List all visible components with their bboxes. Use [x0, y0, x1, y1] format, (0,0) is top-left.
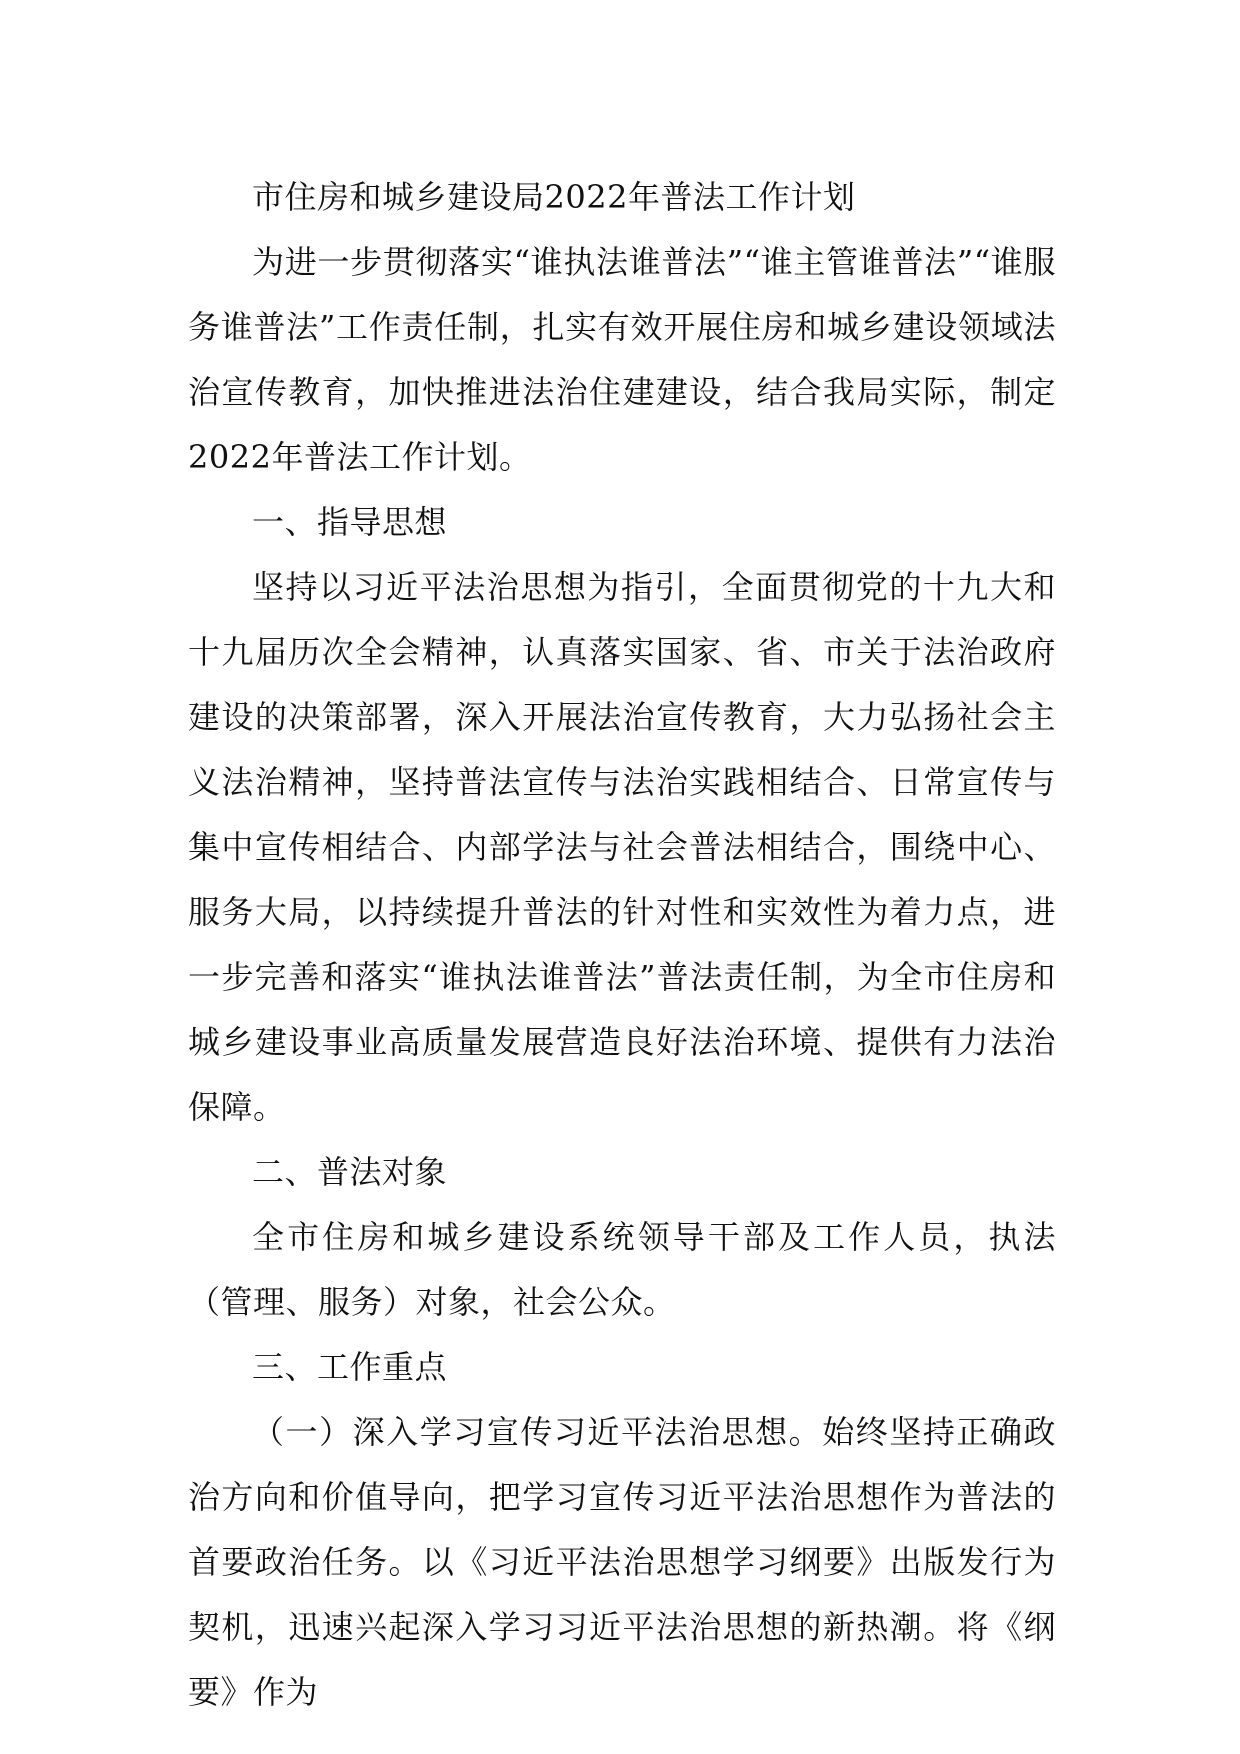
audience-paragraph: 全市住房和城乡建设系统领导干部及工作人员，执法（管理、服务）对象，社会公众。: [188, 1218, 1056, 1321]
section-heading-key-tasks: 三、工作重点: [252, 1348, 448, 1386]
intro-paragraph: 为进一步贯彻落实“谁执法谁普法”“谁主管谁普法”“谁服务谁普法”工作责任制，扎实有效开展住房和城乡建设领域法治宣传教育，加快推进法治住建建设，结合我局实际，制定2022年普法工作计划。: [188, 243, 1056, 476]
document-body: [188, 165, 1056, 1725]
section-heading-audience: 二、普法对象: [252, 1153, 448, 1191]
section-heading-guiding-ideology: 一、指导思想: [252, 503, 448, 541]
key-task-item-1-paragraph: （一）深入学习宣传习近平法治思想。始终坚持正确政治方向和价值导向，把学习宣传习近平法治思想作为普法的首要政治任务。以《习近平法治思想学习纲要》出版发行为契机，迅速兴起深入学习习近平法治思想的新热潮。将《纲要》作为: [188, 1413, 1056, 1711]
guiding-ideology-paragraph: 坚持以习近平法治思想为指引，全面贯彻党的十九大和十九届历次全会精神，认真落实国家、省、市关于法治政府建设的决策部署，深入开展法治宣传教育，大力弘扬社会主义法治精神，坚持普法宣传与法治实践相结合、日常宣传与集中宣传相结合、内部学法与社会普法相结合，围绕中心、服务大局，以持续提升普法的针对性和实效性为着力点，进一步完善和落实“谁执法谁普法”普法责任制，为全市住房和城乡建设事业高质量发展营造良好法治环境、提供有力法治保障。: [188, 568, 1056, 1126]
document-title: 市住房和城乡建设局2022年普法工作计划: [252, 178, 856, 216]
